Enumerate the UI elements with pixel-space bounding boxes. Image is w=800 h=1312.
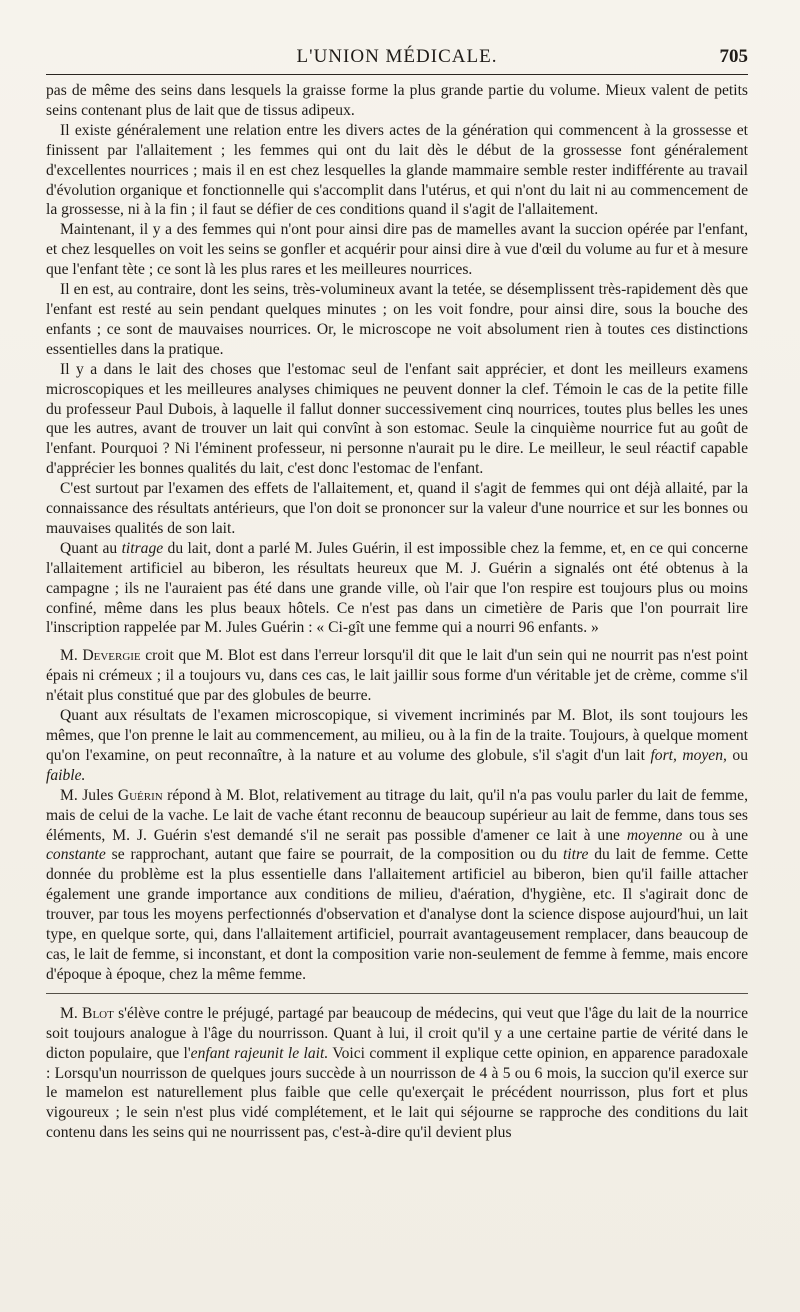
text-run: Quant au (60, 539, 122, 557)
text-run: Il y a dans le lait des choses que l'estomac seul de l'enfant sait apprécier, et dont les meilleurs examens microscopiques et les meilleures analyses chimiques ne peuvent donner la clef. Témoin le cas de la petite fille du professeur Paul Dubois, à laquelle il fallut donner successivement cinq nourrices, toutes plus belles les unes que les autres, avant de trouver un lait qui convînt à son estomac. Seule la cinquième nourrice fut au goût de l'enfant. Pourquoi ? Ni l'éminent professeur, ni personne n'aurait pu le dire. Le meilleur, le seul réactif capable d'apprécier les bonnes qualités du lait, c'est donc l'estomac de l'enfant. (46, 360, 748, 478)
italic-text: titre (562, 846, 589, 864)
text-run: ou (726, 746, 748, 764)
paragraph (46, 1004, 748, 1143)
paragraph (46, 81, 748, 121)
italic-text: fort, moyen, (650, 746, 727, 764)
italic-text: enfant rajeunit le lait. (190, 1044, 329, 1062)
text-run: répond à M. Blot, relativement au titrage du lait, qu'il n'a pas voulu parler du lait de femme, mais de celui de la vache. Le lait de vache étant reconnu de beaucoup supérieur au lait de femme, dans tous ses éléments, M. J. Guérin s'est demandé s'il ne serait pas possible d'amener ce lait à une (46, 786, 748, 844)
text-run: C'est surtout par l'examen des effets de l'allaitement, et, quand il s'agit de femmes qui ont déjà allaité, par la connaissance des résultats antérieurs, que l'on doit se prononcer sur la valeur d'une nourrice et sur les bonnes ou mauvaises qualités de son lait. (46, 480, 748, 537)
paragraph (46, 706, 748, 786)
text-run: M. Jules (60, 786, 118, 804)
italic-text: constante (46, 846, 106, 864)
speaker-name: Guérin (117, 786, 163, 804)
text-run: M. (60, 647, 83, 665)
text-run: Voici comment il explique cette opinion, en apparence paradoxale : Lorsqu'un nourrisson de quelques jours succède à un nourrisson de 4 à 5 ou 6 mois, la succion qu'il exerce sur le mamelon est naturellement plus faible que celle qu'exerçait le précédent nourrisson, plus fort et plus vigoureux ; le sein n'est plus vidé complétement, et le lait qui séjourne se rapproche des conditions du lait contenu dans les seins qui ne nourrissent pas, c'est-à-dire qu'il devient plus (46, 1044, 749, 1142)
text-run: du lait, dont a parlé M. Jules Guérin, il est impossible chez la femme, et, en ce qui concerne l'allaitement artificiel au biberon, les résultats heureux que M. J. Guérin a signalés ont été obtenus à la campagne ; ils ne l'auraient pas été dans une grande ville, où l'air que l'on respire est toujours plus ou moins confiné, même dans les plus beaux hôtels. Ce n'est pas dans un cimetière de Paris que l'on pourrait lire l'inscription rappelée par M. Jules Guérin : « Ci-gît une femme qui a nourri 96 enfants. » (46, 539, 749, 637)
text-run: pas de même des seins dans lesquels la graisse forme la plus grande partie du volume. Mieux valent de petits seins contenant plus de lait que de tissus adipeux. (46, 82, 748, 119)
paragraph (46, 479, 748, 539)
text-run: du lait de femme. Cette donnée du problème est la plus essentielle dans l'allaitement artificiel au biberon, bien qu'il faille attacher également une grande importance aux conditions de milieu, d'aération, d'hygiène, etc. Il s'agirait donc de trouver, par tous les moyens perfectionnés d'observation et d'analyse dont la science dispose aujourd'hui, un lait type, en quelque sorte, qui, dans l'allaitement artificiel, pourrait avantageusement remplacer, dans beaucoup de cas, le lait de femme, si inconstant, et dont la composition varie non-seulement de femme à femme, mais encore d'époque à époque, chez la même femme. (46, 846, 748, 983)
section-divider (46, 993, 748, 994)
italic-text: faible. (46, 766, 86, 784)
paragraph (46, 786, 748, 985)
body-text (46, 81, 748, 1143)
paragraph (46, 360, 748, 479)
paragraph (46, 539, 748, 639)
journal-title: L'UNION MÉDICALE. (296, 46, 498, 67)
text-run: Quant aux résultats de l'examen microscopique, si vivement incriminés par M. Blot, ils sont toujours les mêmes, que l'on prenne le lait au commencement, au milieu, ou à la fin de la traite. Toujours, à quelque moment qu'on l'examine, on peut reconnaître, à la nature et au volume des globule, s'il s'agit d'un lait (46, 707, 748, 764)
running-header (46, 44, 748, 75)
italic-text: moyenne (626, 826, 683, 844)
text-run: croit que M. Blot est dans l'erreur lorsqu'il dit que le lait d'un sein qui ne nourrit pas n'est point épais ni crémeux ; il a toujours vu, dans ces cas, le lait jaillir sous forme d'un véritable jet de crème, comme s'il n'était plus constitué que par des globules de beurre. (46, 647, 748, 705)
text-run: Il existe généralement une relation entre les divers actes de la génération qui commencent à la grossesse et finissent par l'allaitement ; les femmes qui ont du lait dès le début de la grossesse font généralement d'excellentes nourrices ; mais il en est chez lesquelles la glande mammaire semble rester indifférente au travail d'évolution organique et fonctionnelle qui s'accomplit dans l'utérus, et qui n'ont du lait ni au commencement de la grossesse, ni à la fin ; il faut se défier de ces conditions quand il s'agit de l'allaitement. (46, 121, 748, 219)
text-run: ou à une (682, 826, 748, 844)
text-run: se rapprochant, autant que faire se pourrait, de la composition ou du (105, 846, 563, 864)
paragraph (46, 280, 748, 360)
text-run: Il en est, au contraire, dont les seins, très-volumineux avant la tetée, se désemplissent très-rapidement dès que l'enfant est resté au sein pendant quelques minutes ; on les voit fondre, pour ainsi dire, sous la bouche des enfants ; ce sont de mauvaises nourrices. Or, le microscope ne voit absolument rien à toutes ces distinctions essentielles dans la pratique. (46, 281, 748, 358)
paragraph (46, 220, 748, 280)
italic-text: titrage (121, 539, 164, 557)
paragraph (46, 646, 748, 706)
page-number: 705 (719, 46, 748, 67)
text-run: Maintenant, il y a des femmes qui n'ont pour ainsi dire pas de mamelles avant la succion opérée par l'enfant, et chez lesquelles on voit les seins se gonfler et acquérir pour ainsi dire à vue d'œil du volume au fur et à mesure que l'enfant tète ; ce sont là les plus rares et les meilleures nourrices. (46, 221, 748, 279)
speaker-name: Devergie (82, 647, 141, 665)
text-run: s'élève contre le préjugé, partagé par beaucoup de médecins, qui veut que l'âge du lait de la nourrice soit toujours analogue à l'âge du nourrisson. Quant à lui, il croit qu'il y a une certaine partie de vérité dans le dicton populaire, que l' (46, 1004, 748, 1062)
paragraph (46, 121, 748, 221)
speaker-name: Blot (82, 1004, 114, 1022)
text-run: M. (60, 1004, 83, 1022)
